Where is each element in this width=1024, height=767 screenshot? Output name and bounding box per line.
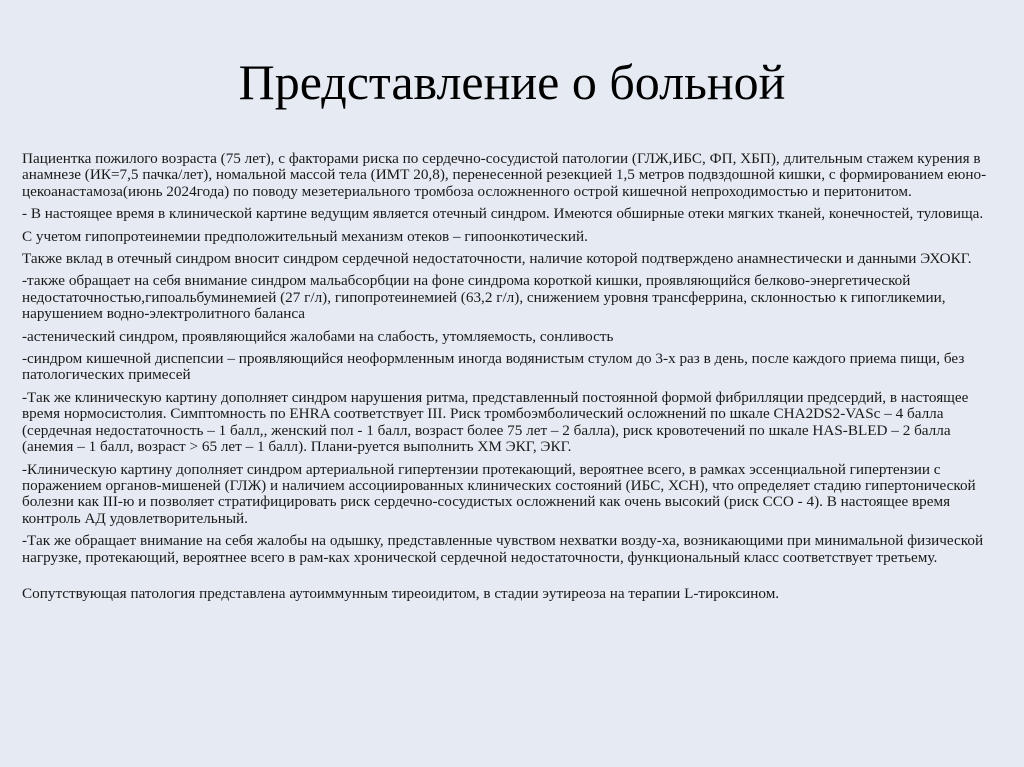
paragraph-heart-failure: Также вклад в отечный синдром вносит синдром сердечной недостаточности, наличие которой подтверждено анамнестически и данными ЭХОКГ. [22, 250, 972, 268]
paragraph-patient-summary: Пациентка пожилого возраста (75 лет), с факторами риска по сердечно-сосудистой патологии (ГЛЖ,ИБС, ФП, ХБП), длительным стажем курения в анамнезе (ИК=7,5 пачка/лет), номальной массой тела (ИМТ 20,8), перенесенной резекцией 1,5 метров подвздошной кишки, с формированием еюно-цекоанастамоза(июнь 2024года) по поводу мезетериального тромбоза осложненного острой кишечной непроходимостью и перитонитом. [22, 150, 987, 200]
paragraph-malabsorption: -также обращает на себя внимание синдром мальабсорбции на фоне синдрома короткой кишки, проявляющийся белково-энергетической недостаточностью,гипоальбуминемией (27 г/л), гипопротеинемией (63,2 г/л), снижением уровня трансферрина, склонностью к гипогликемии, нарушением водно-электролитного баланса [22, 272, 946, 323]
slide-body [22, 151, 997, 608]
paragraph-comorbidity: Сопутствующая патология представлена аутоиммунным тиреоидитом, в стадии эутиреоза на терапии L-тироксином. [22, 584, 780, 602]
paragraph-edema-syndrome: - В настоящее время в клинической картине ведущим является отечный синдром. Имеются обширные отеки мягких тканей, конечностей, туловища. [22, 205, 984, 223]
slide-title: Представление о больной [238, 54, 786, 110]
paragraph-dyspepsia: -синдром кишечной диспепсии – проявляющийся неоформленным иногда водянистым стулом до 3-х раз в день, после каждого приема пищи, без патологических примесей [22, 350, 965, 384]
paragraph-arrhythmia: -Так же клиническую картину дополняет синдром нарушения ритма, представленный постоянной формой фибрилляции предсердий, в настоящее время нормосистолия. Симптомность по EHRA соответствует III. Риск тромбоэмболический осложнений по шкале CHA2DS2-VASc – 4 балла (сердечная недостаточность – 1 балл,, женский пол - 1 балл, возраст более 75 лет – 2 балла), риск кровотечений по шкале HAS-BLED – 2 балла (анемия – 1 балл, возраст > 65 лет – 1 балл). Плани-руется выполнить ХМ ЭКГ, ЭКГ. [22, 388, 969, 456]
paragraph-hypertension: -Клиническую картину дополняет синдром артериальной гипертензии протекающий, вероятнее всего, в рамках эссенциальной гипертензии с поражением органов-мишеней (ГЛЖ) и наличием ассоциированных клинических состояний (ИБС, ХСН), что определяет стадию гипертонической болезни как III-ю и позволяет стратифицировать риск сердечно-сосудистых осложнений как очень высокий (риск ССО - 4). В настоящее время контроль АД удовлетворительный. [22, 460, 976, 527]
paragraph-asthenic-syndrome: -астенический синдром, проявляющийся жалобами на слабость, утомляемость, сонливость [22, 327, 614, 345]
paragraph-dyspnea: -Так же обращает внимание на себя жалобы на одышку, представленные чувством нехватки возду-ха, возникающими при минимальной физической нагрузке, протекающий, вероятнее всего в рам-ках хронической сердечной недостаточности, функциональный класс соответствует третьему. [22, 532, 984, 566]
paragraph-edema-mechanism: С учетом гипопротеинемии предположительный механизм отеков – гипоонкотический. [22, 227, 588, 245]
